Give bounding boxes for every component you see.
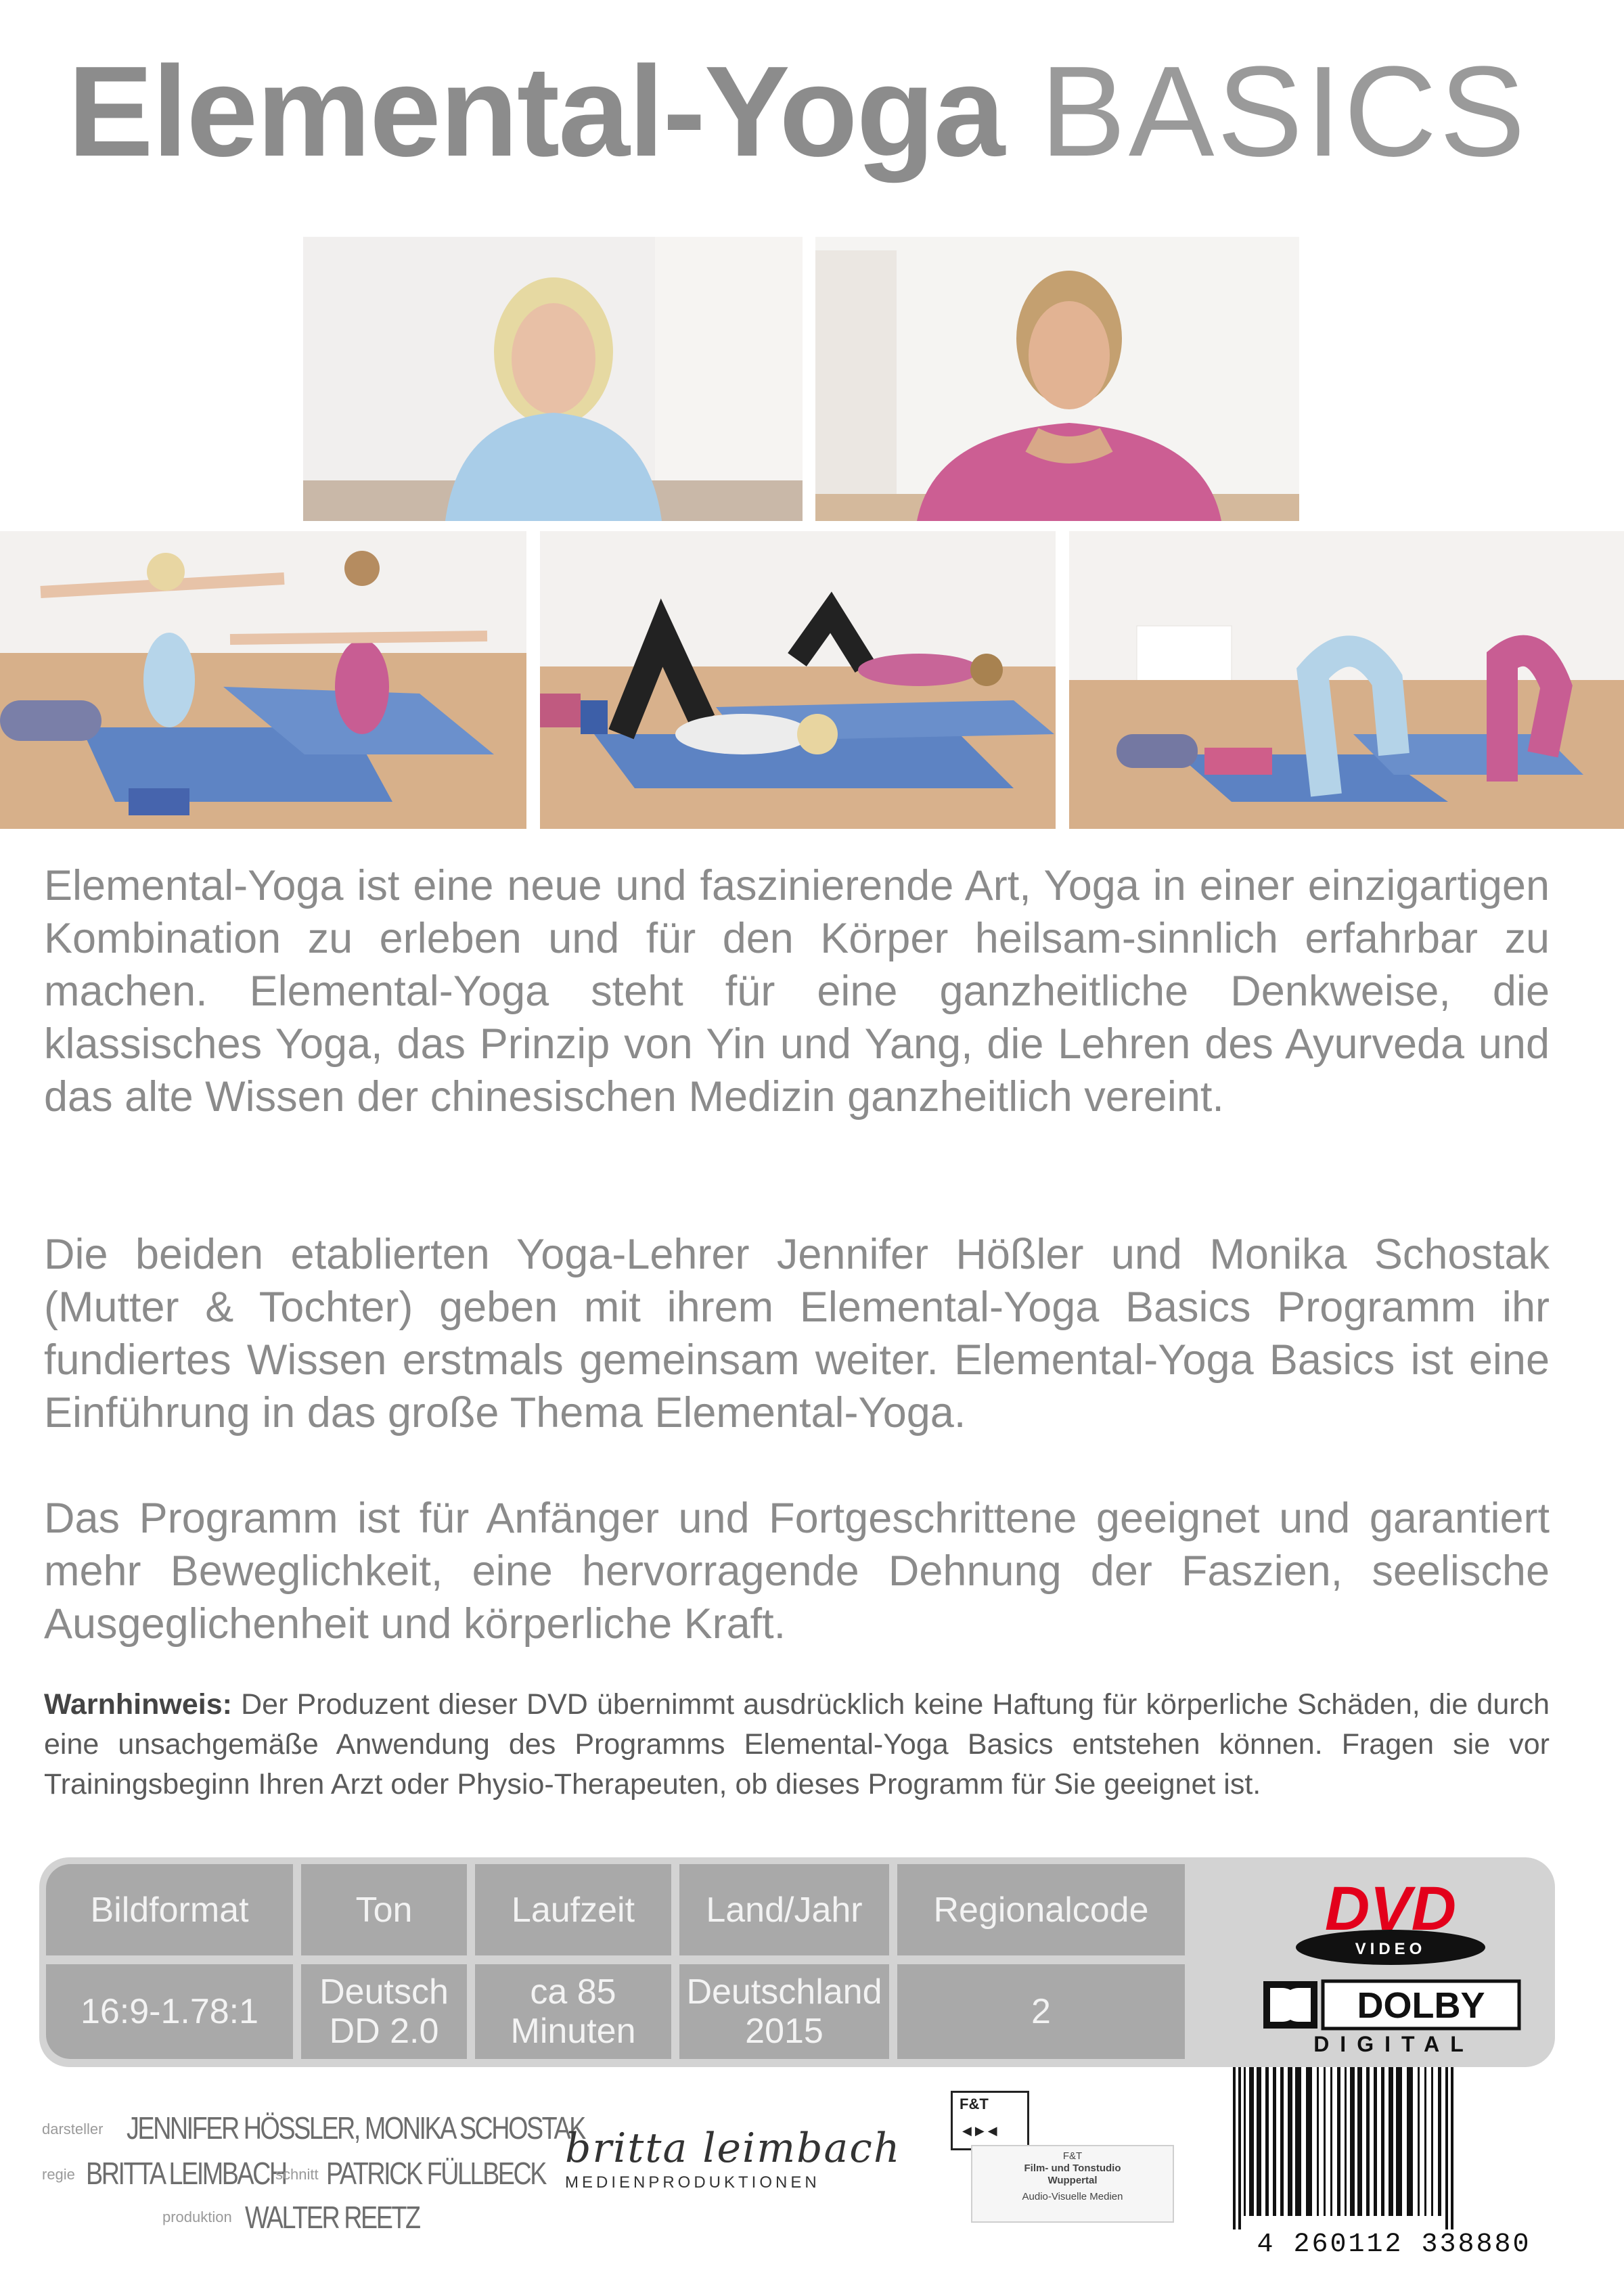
description-paragraph-2: Die beiden etablierten Yoga-Lehrer Jennifer Hößler und Monika Schostak (Mutter & Tochter) geben mit ihrem Elemental-Yoga Basics Programm ihr fundiertes Wissen erstmals gemeinsam weiter. Elemental-Yoga Basics ist eine Einführung in das große Thema Elemental-Yoga. bbox=[44, 1231, 1550, 1436]
producer-logo bbox=[565, 2125, 903, 2199]
producer-script: britta leimbach bbox=[565, 2125, 901, 2172]
page-title bbox=[68, 40, 1528, 183]
dolby-logo-sub: DIGITAL bbox=[1313, 2032, 1474, 2056]
header-regionalcode: Regionalcode bbox=[897, 1864, 1185, 1955]
title-main: Elemental-Yoga bbox=[68, 40, 1004, 183]
value-laufzeit-line2: Minuten bbox=[510, 2012, 636, 2051]
credit-schnitt-label: schnitt bbox=[275, 2166, 319, 2183]
studio-line-3: Wuppertal bbox=[1047, 2175, 1098, 2186]
photo-teacher-portrait-1 bbox=[303, 237, 803, 521]
credit-darsteller bbox=[42, 2110, 585, 2150]
barcode-number: 4 260112 338880 bbox=[1257, 2229, 1531, 2260]
film-icon: F&T ◀ ▶ ◀ bbox=[951, 2091, 1029, 2150]
header-land-jahr: Land/Jahr bbox=[679, 1864, 889, 1955]
studio-line-1: F&T bbox=[1062, 2150, 1083, 2162]
description-paragraph-1: Elemental-Yoga ist eine neue und faszinierende Art, Yoga in einer einzigartigen Kombination zu erleben und für den Körper heilsam-sinnlich erfahrbar zu machen. Elemental-Yoga steht für eine ganzheitliche Denkweise, die klassisches Yoga, das Prinzip von Yin und Yang, die Lehren des Ayurveda und das alte Wissen der chinesischen Medizin ganzheitlich vereint. bbox=[44, 862, 1550, 1120]
value-ton-line1: Deutsch bbox=[319, 1972, 449, 2012]
photo-teacher-portrait-2 bbox=[815, 237, 1299, 521]
value-land-jahr-line1: Deutschland bbox=[686, 1972, 882, 2012]
value-ton-line2: DD 2.0 bbox=[329, 2012, 439, 2051]
dvd-video-logo bbox=[1289, 1874, 1492, 1969]
credit-regie-schnitt bbox=[42, 2155, 556, 2196]
credit-regie-label: regie bbox=[42, 2166, 75, 2183]
credit-produktion bbox=[162, 2199, 501, 2240]
value-ton bbox=[301, 1964, 467, 2059]
value-land-jahr-line2: 2015 bbox=[745, 2012, 824, 2051]
value-laufzeit-line1: ca 85 bbox=[530, 1972, 616, 2012]
header-laufzeit: Laufzeit bbox=[475, 1864, 671, 1955]
photo-seated-arms-spread bbox=[0, 531, 526, 829]
studio-logo bbox=[951, 2091, 1174, 2226]
value-bildformat-text: 16:9-1.78:1 bbox=[80, 1992, 259, 2031]
barcode bbox=[1225, 2067, 1563, 2270]
dolby-digital-logo bbox=[1262, 1976, 1526, 2057]
warning-label: Warnhinweis: bbox=[44, 1688, 232, 1721]
header-ton: Ton bbox=[301, 1864, 467, 1955]
dolby-logo-text: DOLBY bbox=[1357, 1985, 1485, 2026]
studio-line-2: Film- und Tonstudio bbox=[1024, 2163, 1121, 2174]
warning-text bbox=[44, 1685, 1550, 1805]
title-sub: BASICS bbox=[1040, 40, 1528, 183]
credit-regie-name: BRITTA LEIMBACH bbox=[86, 2156, 286, 2191]
credit-schnitt-name: PATRICK FÜLLBECK bbox=[326, 2156, 545, 2191]
photo-forward-bend bbox=[1069, 531, 1624, 829]
header-bildformat: Bildformat bbox=[46, 1864, 293, 1955]
photo-lying-on-back bbox=[540, 531, 1056, 829]
studio-icon-text: F&T bbox=[960, 2096, 989, 2112]
credit-produktion-name: WALTER REETZ bbox=[245, 2200, 420, 2235]
warning-body: Der Produzent dieser DVD übernimmt ausdrücklich keine Haftung für körperliche Schäden, die durch eine unsachgemäße Anwendung des Programms Elemental-Yoga Basics entstehen können. Fragen sie vor Trainingsbeginn Ihren Arzt oder Physio-Therapeuten, ob dieses Programm für Sie geeignet ist. bbox=[44, 1688, 1550, 1801]
value-regionalcode bbox=[897, 1964, 1185, 2059]
studio-line-4: Audio-Visuelle Medien bbox=[1022, 2191, 1123, 2202]
description-paragraph-3: Das Programm ist für Anfänger und Fortgeschrittene geeignet und garantiert mehr Beweglichkeit, eine hervorragende Dehnung der Faszien, seelische Ausgeglichenheit und körperliche Kraft. bbox=[44, 1495, 1550, 1648]
value-land-jahr bbox=[679, 1964, 889, 2059]
value-regionalcode-text: 2 bbox=[1031, 1992, 1051, 2031]
credit-darsteller-name: JENNIFER HÖSSLER, MONIKA SCHOSTAK bbox=[127, 2110, 585, 2146]
barcode-bars bbox=[1225, 2067, 1563, 2229]
value-laufzeit bbox=[475, 1964, 671, 2059]
studio-info bbox=[971, 2145, 1174, 2223]
credit-produktion-label: produktion bbox=[162, 2209, 232, 2225]
credit-darsteller-label: darsteller bbox=[42, 2121, 104, 2137]
producer-sub: MEDIENPRODUKTIONEN bbox=[565, 2173, 820, 2192]
value-bildformat bbox=[46, 1964, 293, 2059]
dvd-logo-sub: VIDEO bbox=[1355, 1940, 1426, 1958]
dvd-logo-text: DVD bbox=[1324, 1874, 1457, 1943]
